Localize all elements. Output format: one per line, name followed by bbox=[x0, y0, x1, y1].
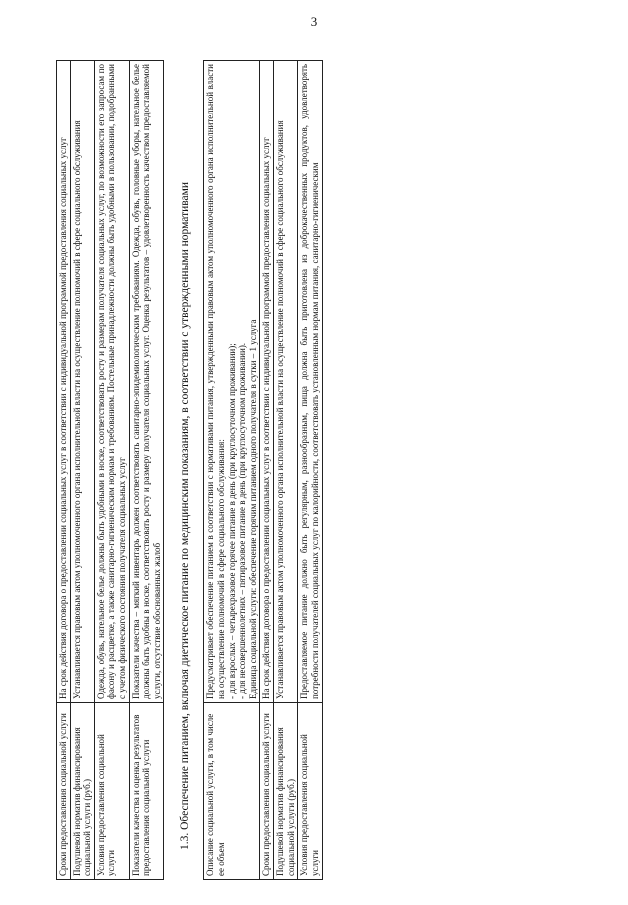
row-label: Сроки предоставления социальной услуги bbox=[260, 703, 274, 880]
row-value: Предоставляемое питание должно быть регулярным, разнообразным, пища должна быть приготовлена из доброкачественных продуктов, удовлетворять потребности получателей социальных услуг по калорийности, соответствовать установленным нормам питания, санитарно-гигиеническим bbox=[298, 61, 322, 703]
row-label: Описание социальной услуги, в том числе ее объем bbox=[204, 703, 260, 880]
row-value: Показатели качества – мягкий инвентарь должен соответствовать санитарно-эпидемиологическим требованиям. Одежда, обувь, головные уборы, нательное белье должны быть удобны в носке, соответствовать росту и размеру получателя социальных услуг. Оценка результатов – удовлетворенность качеством предоставляемой услуги, отсутствие обоснованных жалоб bbox=[129, 61, 164, 703]
row-label: Подушевой норматив финансирования социальной услуги (руб.) bbox=[274, 703, 298, 880]
description-line: Предусматривает обеспечение питанием в соответствии с нормативами питания, утвержденными правовым актом уполномоченного органа исполнительной власти на осуществление полномочий в сфере социального обслуживания: bbox=[205, 64, 227, 699]
row-value: Устанавливается правовым актом уполномоченного органа исполнительной власти на осуществление полномочий в сфере социального обслуживания bbox=[274, 61, 298, 703]
rotated-page-content bbox=[50, 60, 610, 880]
service-table-1 bbox=[56, 60, 164, 880]
row-label: Показатели качества и оценка результатов предоставления социальной услуги bbox=[129, 703, 164, 880]
description-line: - для несовершеннолетних – пятиразовое питание в день (при круглосуточном проживании). bbox=[237, 342, 248, 699]
row-value: На срок действия договора о предоставлении социальных услуг в соответствии с индивидуальной программой предоставления социальных услуг bbox=[260, 61, 274, 703]
row-label: Сроки предоставления социальной услуги bbox=[57, 703, 71, 880]
row-label: Условия предоставления социальной услуги bbox=[94, 703, 129, 880]
row-label: Подушевой норматив финансирования социальной услуги (руб.) bbox=[70, 703, 94, 880]
row-value: На срок действия договора о предоставлении социальных услуг в соответствии с индивидуальной программой предоставления социальных услуг bbox=[57, 61, 71, 703]
description-line: - для взрослых – четырехразовое горячее питание в день (при круглосуточном проживании); bbox=[226, 343, 237, 699]
section-heading: 1.3. Обеспечение питанием, включая диетическое питание по медицинским показаниям, в соответствии с утвержденными нормативами bbox=[179, 181, 192, 850]
table-row bbox=[70, 61, 94, 880]
page-number: 3 bbox=[310, 14, 318, 29]
service-table-2 bbox=[203, 60, 322, 880]
table-row bbox=[260, 61, 274, 880]
table-row bbox=[298, 61, 322, 880]
rotated-page-inner bbox=[50, 60, 610, 880]
description-line: Единица социальной услуги: обеспечение горячим питанием одного получателя в сутки – 1 услуга bbox=[247, 319, 258, 699]
row-label: Условия предоставления социальной услуги bbox=[298, 703, 322, 880]
row-value bbox=[204, 61, 260, 703]
row-value: Устанавливается правовым актом уполномоченного органа исполнительной власти на осуществление полномочий в сфере социального обслуживания bbox=[70, 61, 94, 703]
table-row bbox=[94, 61, 129, 880]
table-row bbox=[129, 61, 164, 880]
table-row bbox=[204, 61, 260, 880]
table-row bbox=[57, 61, 71, 880]
row-value: Одежда, обувь, нательное белье должны быть удобными в носке, соответствовать росту и размерам получателя социальных услуг, по возможности его запросам по фасону и расцветке, а также санитарно-гигиеническим нормам и требованиям. Постельные принадлежности должны быть удобными в пользовании, подобранными с учетом физического состояния получателя социальных услуг bbox=[94, 61, 129, 703]
table-row bbox=[274, 61, 298, 880]
